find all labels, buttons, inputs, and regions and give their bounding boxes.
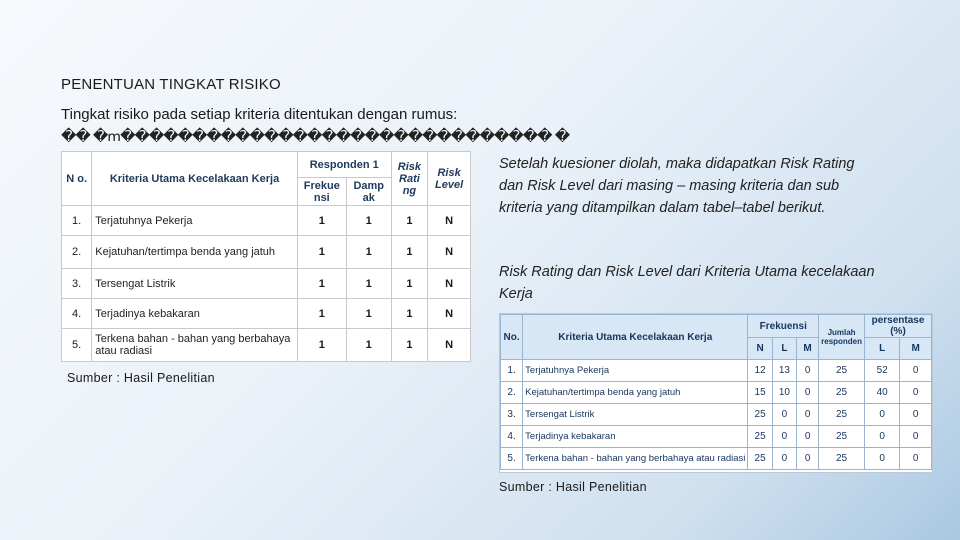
row-l: 0: [772, 404, 796, 426]
row-frequency: 1: [297, 299, 346, 329]
table-row: [62, 206, 471, 236]
row-no: 5.: [501, 448, 523, 470]
header-percentage: persentase (%): [865, 315, 932, 338]
row-pct-l: 0: [865, 426, 900, 448]
source-caption-left: Sumber : Hasil Penelitian: [67, 371, 215, 385]
row-n: 25: [748, 448, 772, 470]
row-criteria: Terjadinya kebakaran: [523, 426, 748, 448]
row-criteria: Terjadinya kebakaran: [92, 299, 298, 329]
table-row: [501, 360, 932, 382]
row-n: 15: [748, 382, 772, 404]
row-no: 1.: [62, 206, 92, 236]
row-l: 10: [772, 382, 796, 404]
header-pct-l: L: [865, 338, 900, 360]
table-row: [62, 269, 471, 299]
header-criteria: Kriteria Utama Kecelakaan Kerja: [523, 315, 748, 360]
row-criteria: Tersengat Listrik: [523, 404, 748, 426]
row-level: N: [428, 299, 471, 329]
header-respondent: Responden 1: [297, 152, 391, 178]
row-pct-m: 0: [900, 426, 932, 448]
row-n: 25: [748, 426, 772, 448]
row-level: N: [428, 206, 471, 236]
header-pct-m: M: [900, 338, 932, 360]
header-risk-rating: Risk Rati ng: [391, 152, 428, 206]
table-caption: Risk Rating dan Risk Level dari Kriteria Utama kecelakaan Kerja: [499, 264, 875, 302]
row-rating: 1: [391, 236, 428, 269]
header-respondents: Jumlah responden: [819, 315, 865, 360]
row-respondents: 25: [819, 448, 865, 470]
row-rating: 1: [391, 269, 428, 299]
row-frequency: 1: [297, 236, 346, 269]
row-impact: 1: [346, 206, 391, 236]
header-m: M: [797, 338, 819, 360]
row-l: 13: [772, 360, 796, 382]
row-pct-l: 0: [865, 404, 900, 426]
row-pct-m: 0: [900, 382, 932, 404]
row-l: 0: [772, 426, 796, 448]
row-level: N: [428, 269, 471, 299]
row-impact: 1: [346, 299, 391, 329]
row-no: 3.: [501, 404, 523, 426]
row-pct-l: 0: [865, 448, 900, 470]
formula-garbled: �� �ՠ������������������������������ �: [61, 128, 570, 145]
row-impact: 1: [346, 269, 391, 299]
table-row: [62, 329, 471, 362]
slide-title: PENENTUAN TINGKAT RISIKO: [61, 76, 281, 93]
row-criteria: Tersengat Listrik: [92, 269, 298, 299]
row-rating: 1: [391, 299, 428, 329]
row-criteria: Kejatuhan/tertimpa benda yang jatuh: [523, 382, 748, 404]
row-frequency: 1: [297, 269, 346, 299]
table-row: [501, 382, 932, 404]
row-pct-m: 0: [900, 404, 932, 426]
row-no: 4.: [62, 299, 92, 329]
row-pct-l: 40: [865, 382, 900, 404]
table-row: [501, 426, 932, 448]
header-l: L: [772, 338, 796, 360]
explanation-paragraph: Setelah kuesioner diolah, maka didapatkan Risk Rating dan Risk Level dari masing – masing kriteria dan sub kriteria yang ditampilkan dalam tabel–tabel berikut.: [499, 156, 855, 216]
row-respondents: 25: [819, 382, 865, 404]
row-m: 0: [797, 448, 819, 470]
row-no: 5.: [62, 329, 92, 362]
row-m: 0: [797, 382, 819, 404]
row-no: 4.: [501, 426, 523, 448]
header-criteria: Kriteria Utama Kecelakaan Kerja: [92, 152, 298, 206]
formula-intro: Tingkat risiko pada setiap kriteria ditentukan dengan rumus:: [61, 106, 458, 123]
row-pct-l: 52: [865, 360, 900, 382]
row-no: 1.: [501, 360, 523, 382]
header-frequency: Frekue nsi: [297, 178, 346, 206]
row-level: N: [428, 236, 471, 269]
header-n: N: [748, 338, 772, 360]
table-row: [501, 404, 932, 426]
row-n: 25: [748, 404, 772, 426]
row-criteria: Terjatuhnya Pekerja: [92, 206, 298, 236]
row-rating: 1: [391, 206, 428, 236]
row-frequency: 1: [297, 329, 346, 362]
risk-level-table: [61, 151, 471, 362]
table-row: [62, 299, 471, 329]
row-frequency: 1: [297, 206, 346, 236]
row-l: 0: [772, 448, 796, 470]
frequency-table-image: [499, 313, 933, 473]
row-m: 0: [797, 404, 819, 426]
row-m: 0: [797, 360, 819, 382]
row-m: 0: [797, 426, 819, 448]
row-respondents: 25: [819, 404, 865, 426]
table-row: [62, 236, 471, 269]
row-respondents: 25: [819, 426, 865, 448]
source-caption-right: Sumber : Hasil Penelitian: [499, 480, 647, 494]
row-criteria: Terkena bahan - bahan yang berbahaya atau radiasi: [523, 448, 748, 470]
row-criteria: Terkena bahan - bahan yang berbahaya atau radiasi: [92, 329, 298, 362]
row-impact: 1: [346, 236, 391, 269]
row-no: 3.: [62, 269, 92, 299]
header-impact: Damp ak: [346, 178, 391, 206]
row-rating: 1: [391, 329, 428, 362]
header-risk-level: Risk Level: [428, 152, 471, 206]
row-respondents: 25: [819, 360, 865, 382]
table-row: [501, 448, 932, 470]
row-pct-m: 0: [900, 448, 932, 470]
row-criteria: Terjatuhnya Pekerja: [523, 360, 748, 382]
header-no: N o.: [62, 152, 92, 206]
row-criteria: Kejatuhan/tertimpa benda yang jatuh: [92, 236, 298, 269]
row-impact: 1: [346, 329, 391, 362]
header-no: No.: [501, 315, 523, 360]
left-table-body: [62, 206, 471, 362]
frequency-table: [500, 314, 932, 470]
row-level: N: [428, 329, 471, 362]
header-frequency: Frekuensi: [748, 315, 819, 338]
row-pct-m: 0: [900, 360, 932, 382]
row-no: 2.: [62, 236, 92, 269]
row-no: 2.: [501, 382, 523, 404]
row-n: 12: [748, 360, 772, 382]
